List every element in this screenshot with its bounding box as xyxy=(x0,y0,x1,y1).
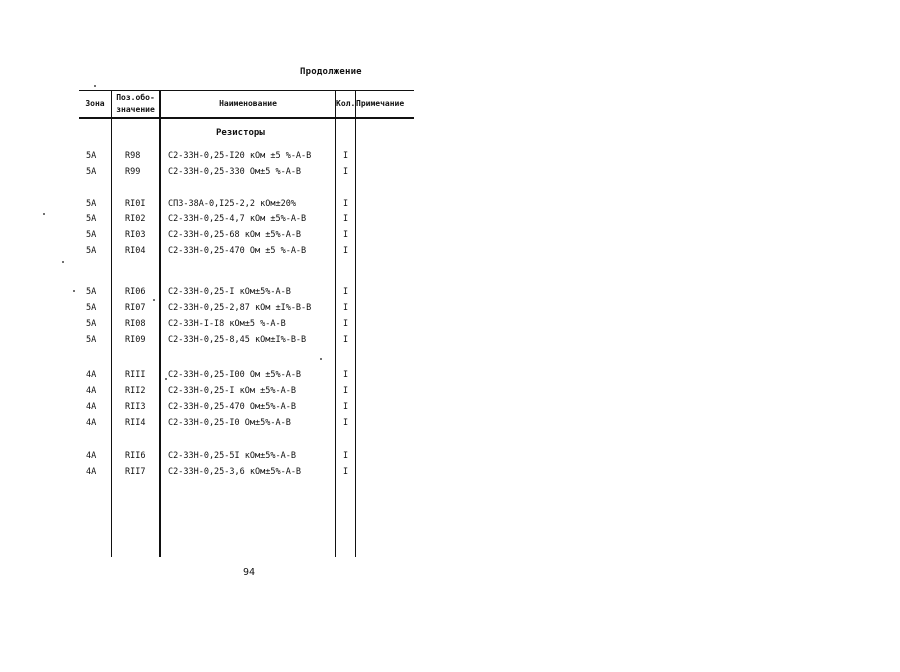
row-zone: 4А xyxy=(86,467,97,477)
row-zone: 5А xyxy=(86,287,97,297)
row-zone: 5А xyxy=(86,199,97,209)
row-zone: 5А xyxy=(86,214,97,224)
row-zone: 4А xyxy=(86,370,97,380)
row-qty: I xyxy=(343,335,349,345)
row-qty: I xyxy=(343,303,349,313)
row-name: С2-33Н-0,25-68 кОм ±5%-А-В xyxy=(168,230,302,240)
scan-speck xyxy=(165,378,167,380)
column-divider-zone xyxy=(111,90,112,557)
row-qty: I xyxy=(343,246,349,256)
row-qty: I xyxy=(343,214,349,224)
row-name: С2-33Н-0,25-I кОм±5%-А-В xyxy=(168,287,291,297)
row-pos: R99 xyxy=(125,167,141,177)
header-note: Примечание xyxy=(356,99,405,108)
scan-speck xyxy=(94,85,96,87)
row-pos: RI02 xyxy=(125,214,146,224)
row-pos: RI08 xyxy=(125,319,146,329)
row-qty: I xyxy=(343,451,349,461)
scan-speck xyxy=(43,213,45,215)
row-zone: 4А xyxy=(86,386,97,396)
column-divider-position xyxy=(159,90,161,557)
row-zone: 5А xyxy=(86,246,97,256)
row-pos: RII7 xyxy=(125,467,146,477)
row-qty: I xyxy=(343,402,349,412)
row-zone: 5А xyxy=(86,167,97,177)
scan-speck xyxy=(153,299,155,301)
table-top-border xyxy=(79,90,414,91)
row-pos: RI07 xyxy=(125,303,146,313)
row-name: С2-33Н-0,25-I20 кОм ±5 %-А-В xyxy=(168,151,312,161)
row-qty: I xyxy=(343,199,349,209)
row-name: С2-33Н-0,25-330 Ом±5 %-А-В xyxy=(168,167,302,177)
row-pos: RII2 xyxy=(125,386,146,396)
row-name: С2-33Н-0,25-I кОм ±5%-А-В xyxy=(168,386,296,396)
row-pos: RI04 xyxy=(125,246,146,256)
header-position-line1: Поз.обо- xyxy=(116,93,155,102)
row-qty: I xyxy=(343,151,349,161)
row-name: СП3-38А-0,I25-2,2 кОм±20% xyxy=(168,199,296,209)
row-name: С2-33Н-0,25-5I кОм±5%-А-В xyxy=(168,451,296,461)
header-qty: Кол. xyxy=(336,99,356,108)
row-pos: RI09 xyxy=(125,335,146,345)
row-qty: I xyxy=(343,418,349,428)
row-zone: 5А xyxy=(86,303,97,313)
row-zone: 4А xyxy=(86,451,97,461)
scan-speck xyxy=(73,290,75,292)
row-name: С2-33Н-0,25-I0 Ом±5%-А-В xyxy=(168,418,291,428)
row-zone: 5А xyxy=(86,151,97,161)
header-name: Наименование xyxy=(219,99,277,108)
continuation-label: Продолжение xyxy=(300,67,362,77)
header-position-line2: значение xyxy=(116,105,155,114)
row-zone: 5А xyxy=(86,319,97,329)
row-pos: RI0I xyxy=(125,199,146,209)
row-pos: RI06 xyxy=(125,287,146,297)
row-qty: I xyxy=(343,167,349,177)
row-zone: 5А xyxy=(86,335,97,345)
row-name: С2-33Н-0,25-2,87 кОм ±I%-В-В xyxy=(168,303,312,313)
column-divider-qty xyxy=(355,90,356,557)
row-name: С2-33Н-0,25-470 Ом ±5 %-А-В xyxy=(168,246,307,256)
row-qty: I xyxy=(343,230,349,240)
column-divider-name xyxy=(335,90,336,557)
row-pos: RII3 xyxy=(125,402,146,412)
row-pos: RI03 xyxy=(125,230,146,240)
row-name: С2-33Н-0,25-3,6 кОм±5%-А-В xyxy=(168,467,302,477)
row-qty: I xyxy=(343,370,349,380)
page-number: 94 xyxy=(243,567,256,578)
row-name: С2-33Н-0,25-4,7 кОм ±5%-А-В xyxy=(168,214,307,224)
row-qty: I xyxy=(343,287,349,297)
row-pos: RII6 xyxy=(125,451,146,461)
row-pos: R98 xyxy=(125,151,141,161)
row-qty: I xyxy=(343,319,349,329)
section-title: Резисторы xyxy=(216,128,265,138)
row-name: С2-33Н-I-I8 кОм±5 %-А-В xyxy=(168,319,286,329)
row-zone: 4А xyxy=(86,402,97,412)
row-pos: RIII xyxy=(125,370,146,380)
row-zone: 4А xyxy=(86,418,97,428)
row-name: С2-33Н-0,25-I00 Ом ±5%-А-В xyxy=(168,370,302,380)
row-qty: I xyxy=(343,386,349,396)
row-pos: RII4 xyxy=(125,418,146,428)
row-name: С2-33Н-0,25-470 Ом±5%-А-В xyxy=(168,402,296,412)
row-qty: I xyxy=(343,467,349,477)
row-zone: 5А xyxy=(86,230,97,240)
table-header-bottom-border xyxy=(79,117,414,119)
header-position xyxy=(112,93,159,114)
scan-speck xyxy=(62,261,64,263)
header-zone: Зона xyxy=(85,99,105,108)
row-name: С2-33Н-0,25-8,45 кОм±I%-В-В xyxy=(168,335,307,345)
scan-speck xyxy=(320,358,322,360)
